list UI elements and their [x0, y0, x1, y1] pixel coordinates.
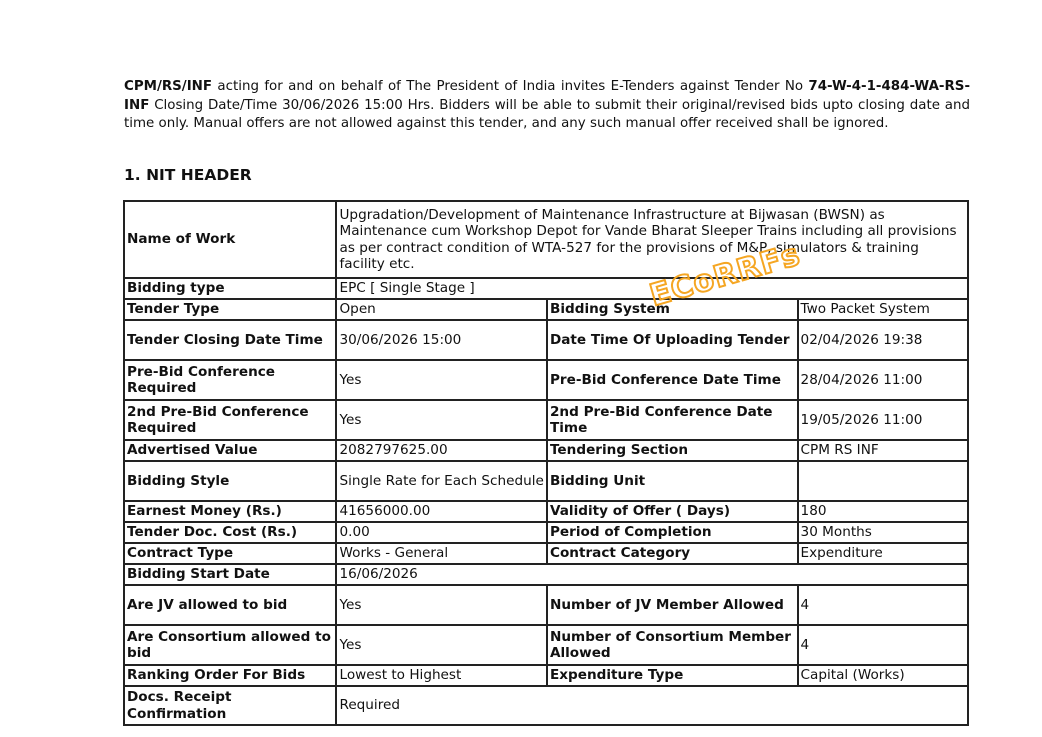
watermark-stamp: ECoRRFs	[646, 237, 805, 314]
table-row	[124, 278, 968, 299]
advertised-value-value: 2082797625.00	[336, 440, 546, 461]
contract-category-value: Expenditure	[798, 543, 968, 564]
tendering-section-value: CPM RS INF	[798, 440, 968, 461]
ranking-order-value: Lowest to Highest	[336, 665, 546, 686]
completion-label: Period of Completion	[547, 522, 798, 543]
table-row	[124, 564, 968, 585]
nit-header-table	[123, 200, 969, 726]
table-row	[124, 320, 968, 360]
intro-text-2: Closing Date/Time 30/06/2026 15:00 Hrs. Bidders will be able to submit their original/revised bids upto closing date and time only. Manual offers are not allowed against this tender, and any such manual offer received shall be ignored.	[124, 97, 970, 132]
bidding-unit-value	[798, 461, 968, 501]
advertised-value-label: Advertised Value	[124, 440, 336, 461]
jv-members-value: 4	[798, 585, 968, 625]
completion-value: 30 Months	[798, 522, 968, 543]
table-row	[124, 543, 968, 564]
table-row	[124, 625, 968, 665]
contract-type-label: Contract Type	[124, 543, 336, 564]
closing-date-value: 30/06/2026 15:00	[336, 320, 546, 360]
prebid2-date-value: 19/05/2026 11:00	[798, 400, 968, 440]
ranking-order-label: Ranking Order For Bids	[124, 665, 336, 686]
doc-cost-value: 0.00	[336, 522, 546, 543]
name-of-work-value: Upgradation/Development of Maintenance Infrastructure at Bijwasan (BWSN) as Maintenance cum Workshop Depot for Vande Bharat Sleeper Trains including all provisions as per contract condition of WTA-527 for the provisions of M&P, simulators & training facility etc.	[336, 201, 968, 278]
bidding-system-value: Two Packet System	[798, 299, 968, 320]
prebid-date-value: 28/04/2026 11:00	[798, 360, 968, 400]
bidding-type-label: Bidding type	[124, 278, 336, 299]
bidding-system-label: Bidding System	[547, 299, 798, 320]
expenditure-type-value: Capital (Works)	[798, 665, 968, 686]
table-row	[124, 665, 968, 686]
upload-date-value: 02/04/2026 19:38	[798, 320, 968, 360]
table-row	[124, 440, 968, 461]
bidding-start-value: 16/06/2026	[336, 564, 968, 585]
consortium-allowed-value: Yes	[336, 625, 546, 665]
consortium-members-value: 4	[798, 625, 968, 665]
docs-receipt-label: Docs. Receipt Confirmation	[124, 686, 336, 725]
jv-allowed-value: Yes	[336, 585, 546, 625]
tender-type-value: Open	[336, 299, 546, 320]
closing-date-label: Tender Closing Date Time	[124, 320, 336, 360]
prebid-required-value: Yes	[336, 360, 546, 400]
expenditure-type-label: Expenditure Type	[547, 665, 798, 686]
table-row	[124, 400, 968, 440]
table-row	[124, 686, 968, 725]
doc-cost-label: Tender Doc. Cost (Rs.)	[124, 522, 336, 543]
prebid2-date-label: 2nd Pre-Bid Conference Date Time	[547, 400, 798, 440]
bidding-type-value: EPC [ Single Stage ]	[336, 278, 968, 299]
contract-type-value: Works - General	[336, 543, 546, 564]
name-of-work-label: Name of Work	[124, 201, 336, 278]
docs-receipt-value: Required	[336, 686, 968, 725]
nit-header-heading: 1. NIT HEADER	[124, 166, 252, 184]
prebid-required-label: Pre-Bid Conference Required	[124, 360, 336, 400]
consortium-members-label: Number of Consortium Member Allowed	[547, 625, 798, 665]
bidding-style-label: Bidding Style	[124, 461, 336, 501]
table-row	[124, 501, 968, 522]
prebid2-required-label: 2nd Pre-Bid Conference Required	[124, 400, 336, 440]
table-row	[124, 299, 968, 320]
bidding-unit-label: Bidding Unit	[547, 461, 798, 501]
bidding-style-value: Single Rate for Each Schedule	[336, 461, 546, 501]
earnest-money-label: Earnest Money (Rs.)	[124, 501, 336, 522]
upload-date-label: Date Time Of Uploading Tender	[547, 320, 798, 360]
jv-allowed-label: Are JV allowed to bid	[124, 585, 336, 625]
table-row	[124, 461, 968, 501]
tendering-section-label: Tendering Section	[547, 440, 798, 461]
bidding-start-label: Bidding Start Date	[124, 564, 336, 585]
prebid-date-label: Pre-Bid Conference Date Time	[547, 360, 798, 400]
jv-members-label: Number of JV Member Allowed	[547, 585, 798, 625]
tender-number: 74-W-4-1-484-WA-RS-INF	[124, 79, 970, 113]
earnest-money-value: 41656000.00	[336, 501, 546, 522]
intro-text-1: acting for and on behalf of The President of India invites E-Tenders against Tender No	[212, 79, 809, 94]
table-row	[124, 522, 968, 543]
tender-intro-paragraph	[124, 78, 970, 134]
consortium-allowed-label: Are Consortium allowed to bid	[124, 625, 336, 665]
table-row	[124, 585, 968, 625]
table-row	[124, 201, 968, 278]
prebid2-required-value: Yes	[336, 400, 546, 440]
table-row	[124, 360, 968, 400]
validity-value: 180	[798, 501, 968, 522]
validity-label: Validity of Offer ( Days)	[547, 501, 798, 522]
contract-category-label: Contract Category	[547, 543, 798, 564]
organisation-code: CPM/RS/INF	[124, 79, 213, 94]
tender-type-label: Tender Type	[124, 299, 336, 320]
